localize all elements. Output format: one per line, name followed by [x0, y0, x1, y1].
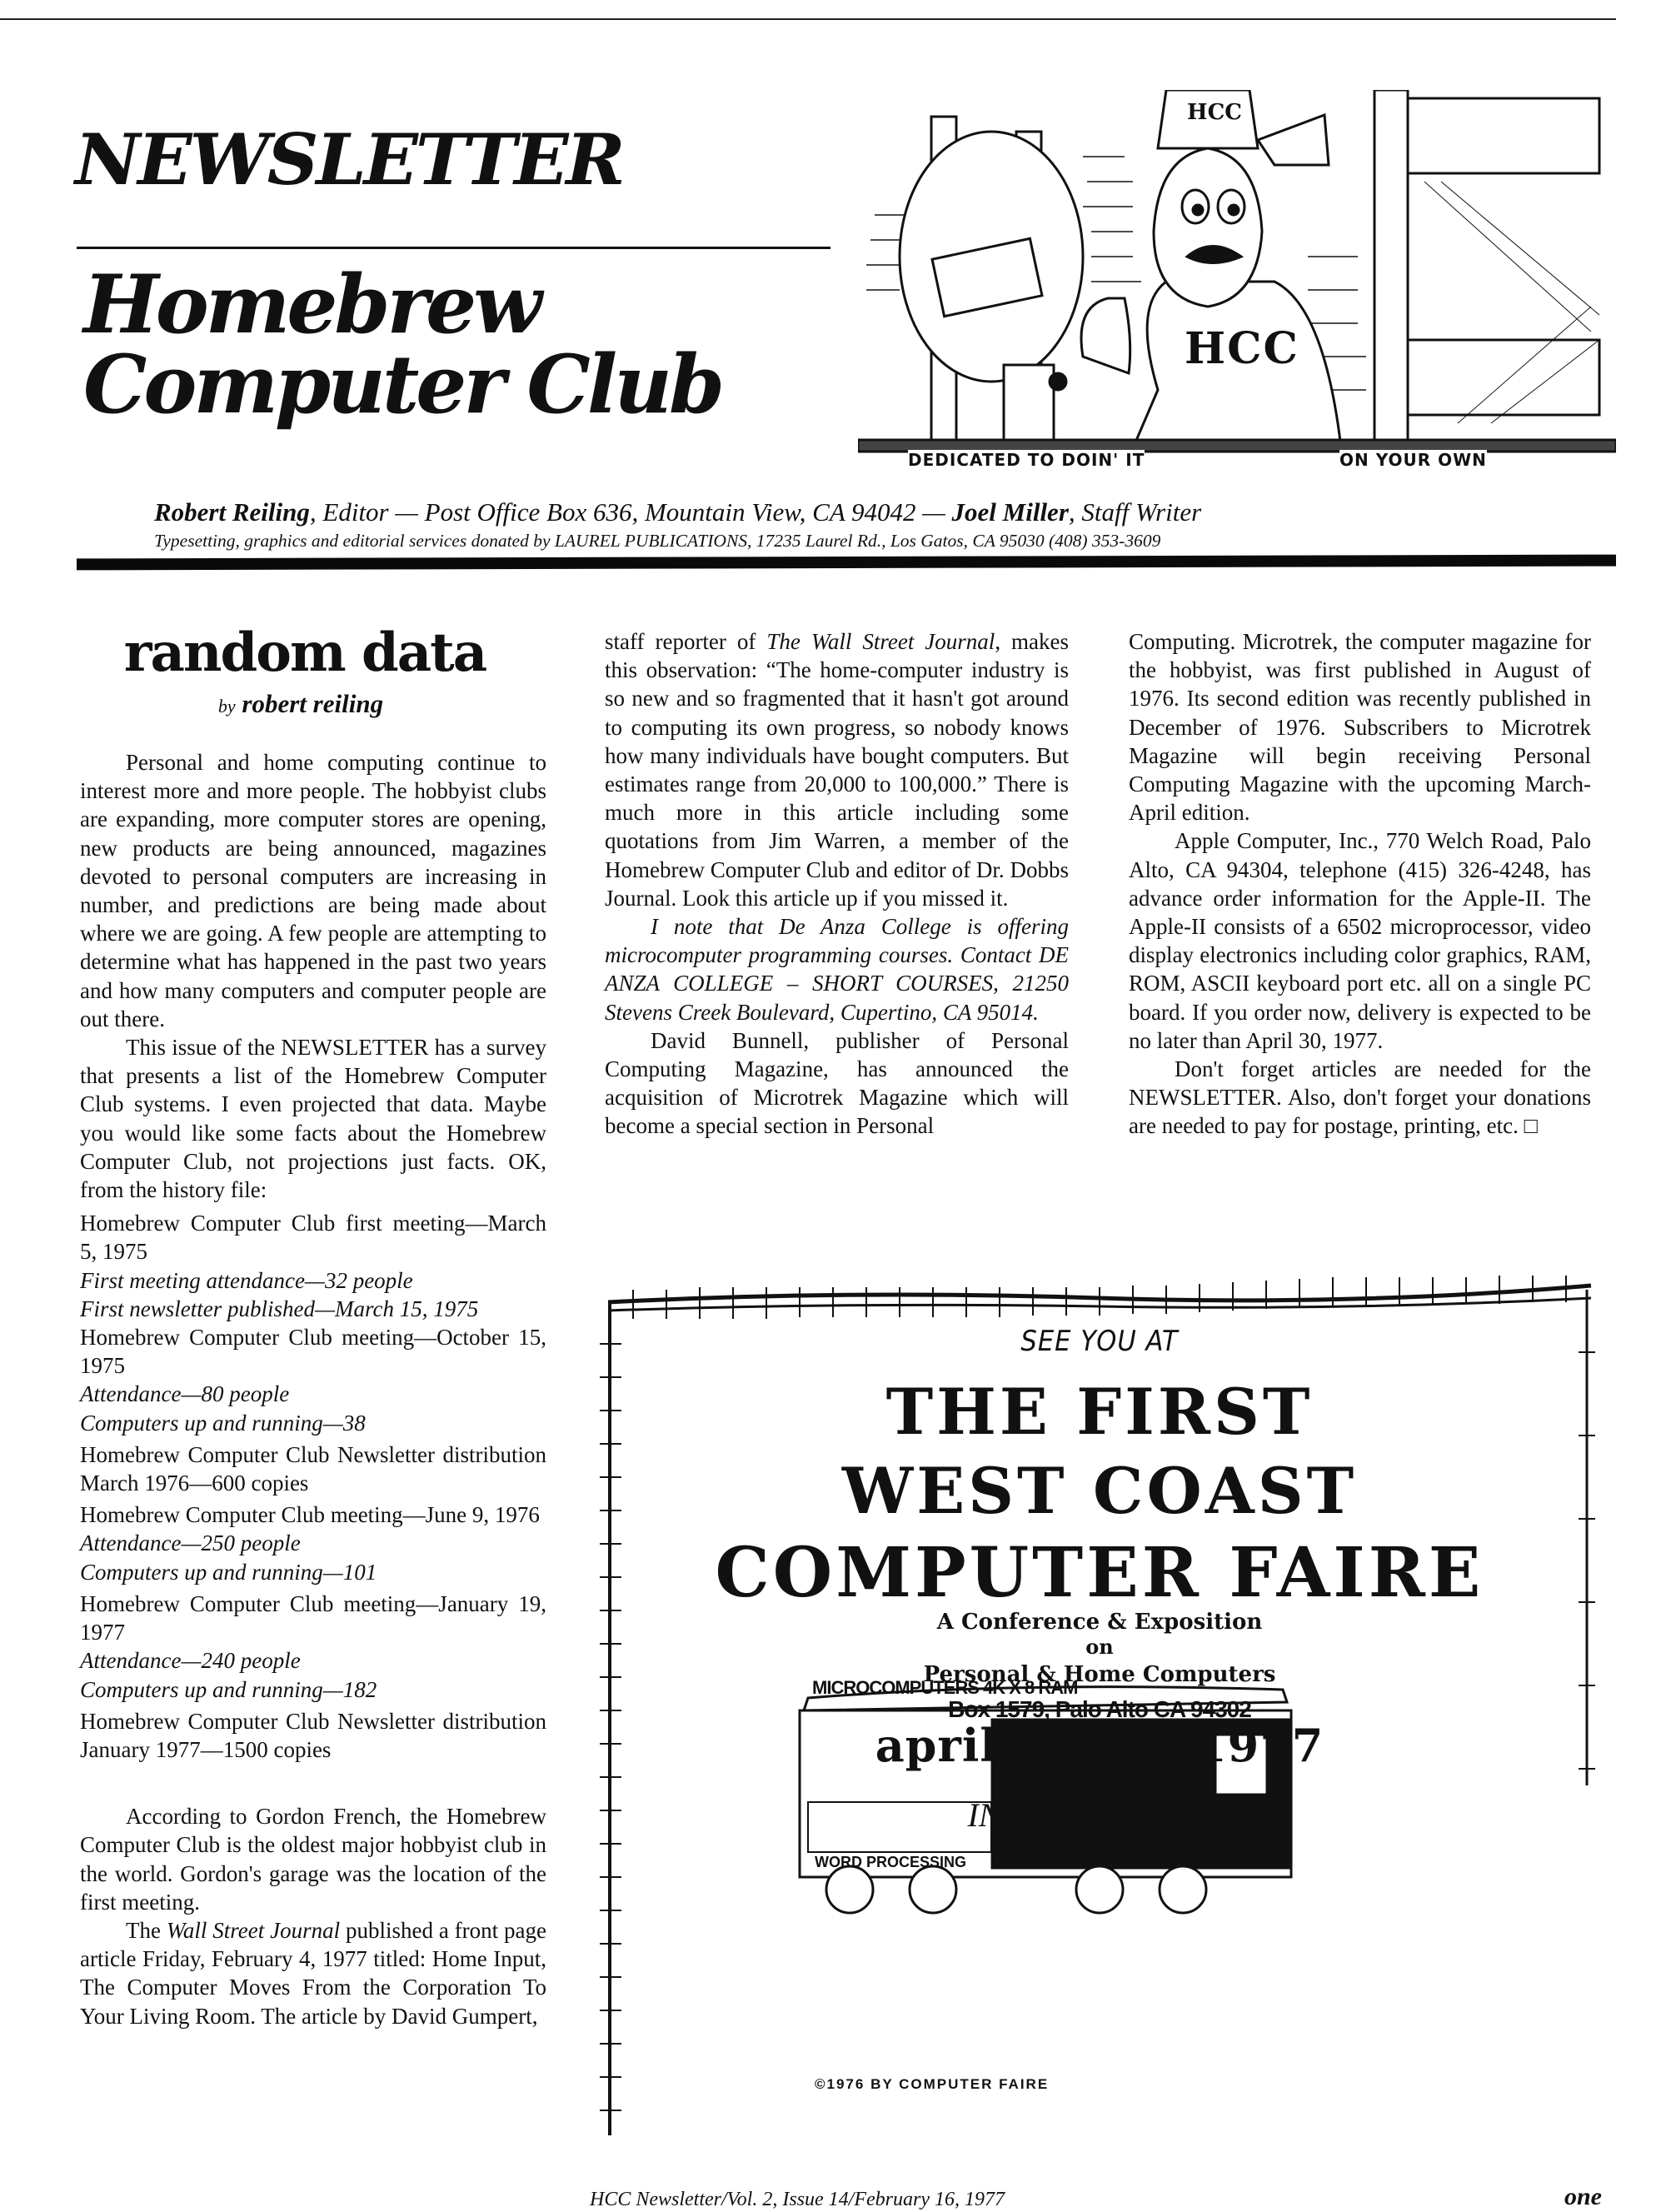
cap-hcc-text: HCC — [1187, 100, 1242, 125]
ad-headline-line2: WEST COAST — [841, 1454, 1358, 1528]
heavy-divider — [77, 555, 1616, 571]
top-rule — [0, 18, 1616, 20]
article-title: random data — [123, 622, 486, 684]
ad-subtitle-1: A Conference & Exposition — [936, 1610, 1263, 1635]
history-item: Homebrew Computer Club meeting—June 9, 1976 — [80, 1502, 540, 1528]
history-item: Homebrew Computer Club Newsletter distribution January 1977—1500 copies — [80, 1708, 546, 1762]
history-item: Homebrew Computer Club meeting—January 19, 1977 — [80, 1590, 546, 1645]
text-run: staff reporter of — [605, 629, 767, 654]
page-number: one — [1564, 2183, 1602, 2210]
article-column-2 — [605, 627, 1069, 1141]
byline-prefix: by — [217, 696, 236, 717]
history-item: Homebrew Computer Club first meeting—March 5, 1975 — [80, 1211, 546, 1265]
ad-headline-line1: THE FIRST — [885, 1375, 1314, 1449]
ad-dates: april 15-17, 1977 — [875, 1719, 1324, 1772]
text-run: published a front page article Friday, February 4, 1977 titled: Home Input, The Computer Moves From the Corporation To Your Living Room. The article by David Gumpert, — [80, 1917, 547, 2029]
paragraph — [605, 627, 1069, 912]
paragraph: Computing. Microtrek, the computer magazine for the hobbyist, was first published in August of 1976. Its second edition was recently published in December of 1976. Subscribers to Microtrek Magazine will begin receiving Personal Computing Magazine with the upcoming March-April edition. — [1129, 629, 1591, 826]
ad-copyright: ©1976 BY COMPUTER FAIRE — [815, 2076, 1050, 2092]
editor-address: , Editor — Post Office Box 636, Mountain View, CA 94042 — — [309, 497, 952, 527]
history-item: Computers up and running—182 — [80, 1676, 377, 1702]
paragraph — [1129, 1055, 1591, 1141]
article-column-3 — [1129, 627, 1591, 1141]
history-item: First newsletter published—March 15, 1975 — [80, 1296, 479, 1321]
article-byline — [55, 686, 546, 725]
sweater-hcc-text: HCC — [1185, 323, 1299, 374]
text-run: Don't forget articles are needed for the NEWSLETTER. Also, don't forget your donations are needed to pay for postage, printing, etc. — [1129, 1056, 1591, 1139]
services-credit: Typesetting, graphics and editorial services donated by LAUREL PUBLICATIONS, 17235 Laurel Rd., Los Gatos, CA 95030 (408) 353-3609 — [154, 531, 1161, 551]
byline-author: robert reiling — [242, 689, 384, 718]
paragraph: Apple Computer, Inc., 770 Welch Road, Palo Alto, CA 94304, telephone (415) 326-4248, has advance order information for the Apple-II. The Apple-II consists of a 6502 microprocessor, video display electronics including color graphics, RAM, ROM, ASCII keyboard port etc. all on a single PC board. If you order now, delivery is expected to be no later than April 30, 1977. — [1129, 828, 1591, 1053]
paragraph: I note that De Anza College is offering microcomputer programming courses. Contact DE ANZA COLLEGE – SHORT COURSES, 21250 Stevens Creek Boulevard, Cupertino, CA 95014. — [605, 914, 1069, 1025]
history-item: Computers up and running—38 — [80, 1410, 366, 1436]
masthead-title: NEWSLETTER — [75, 118, 623, 201]
history-item: Attendance—250 people — [80, 1530, 301, 1556]
history-item: Homebrew Computer Club meeting—October 15, 1975 — [80, 1325, 546, 1379]
text-run: The — [126, 1917, 167, 1943]
hcc-cartoon-illustration — [858, 90, 1616, 473]
paragraph: Personal and home computing continue to interest more and more people. The hobbyist clubs are expanding, more computer stores are opening, new products are being announced, magazines devoted to personal computers are increasing in number, and predictions are being made about where we are going. A few people are attempting to determine what has happened in the past two years and how many computers and computer people are out there. — [80, 750, 546, 1031]
text-run: , makes this observation: “The home-computer industry is so new and so fragmented that it hasn't got around to computing its own progress, so nobody knows how many individuals have bought computers. But estimates range from 20,000 to 100,000.” There is much more in this article including some quotations from Jim Warren, a member of the Homebrew Computer Club and editor of Dr. Dobbs Journal. Look this article up if you missed it. — [605, 629, 1070, 911]
club-name — [83, 257, 722, 432]
writer-name: Joel Miller — [951, 497, 1069, 527]
cartoon-caption-right: ON YOUR OWN — [1339, 450, 1487, 470]
paragraph: According to Gordon French, the Homebrew Computer Club is the oldest major hobbyist club in the world. Gordon's garage was the location of the first meeting. — [80, 1804, 546, 1915]
ad-in-label: IN — [967, 1796, 1001, 1834]
paragraph — [80, 1916, 546, 2030]
editor-name: Robert Reiling — [154, 497, 310, 527]
article-column-1 — [80, 621, 546, 2030]
end-mark-icon: □ — [1524, 1113, 1538, 1139]
publication-name: The Wall Street Journal — [766, 629, 995, 654]
club-name-line2: Computer Club — [83, 337, 722, 432]
ad-address: Box 1579, Palo Alto CA 94302 — [948, 1696, 1251, 1722]
history-item: Attendance—80 people — [80, 1381, 290, 1407]
editor-credits — [154, 497, 1201, 527]
ad-subtitle-3: Personal & Home Computers — [923, 1662, 1276, 1687]
history-item: Computers up and running—101 — [80, 1559, 377, 1585]
cartoon-drawing-icon — [858, 90, 1616, 473]
paragraph: David Bunnell, publisher of Personal Computing Magazine, has announced the acquisition of Microtrek Magazine which will become a special section in Personal — [605, 1027, 1069, 1139]
ad-city: san francisco — [1008, 1799, 1232, 1834]
trolley-side-text: WORD PROCESSING — [815, 1854, 967, 1870]
cartoon-caption-left: DEDICATED TO DOIN' IT — [908, 450, 1145, 470]
writer-role: , Staff Writer — [1068, 497, 1202, 527]
history-item: First meeting attendance—32 people — [80, 1267, 413, 1293]
issue-footer: HCC Newsletter/Vol. 2, Issue 14/February 16, 1977 — [590, 2189, 1005, 2210]
history-list — [80, 1209, 546, 1764]
ad-see-you: SEE YOU AT — [1020, 1325, 1179, 1358]
paragraph: This issue of the NEWSLETTER has a survey that presents a list of the Homebrew Computer Club systems. I even projected that data. Maybe you would like some facts about the Homebrew Computer Club, not projections just facts. OK, from the history file: — [80, 1035, 546, 1203]
ad-location — [600, 1795, 1599, 1835]
history-item: Attendance—240 people — [80, 1648, 301, 1674]
publication-name: Wall Street Journal — [166, 1917, 341, 1943]
club-name-line1: Homebrew — [83, 257, 539, 352]
masthead-divider — [77, 247, 831, 249]
history-item: Homebrew Computer Club Newsletter distribution March 1976—600 copies — [80, 1441, 546, 1496]
ad-subtitle-2: on — [1085, 1635, 1114, 1659]
ad-headline-line3: COMPUTER FAIRE — [715, 1533, 1484, 1613]
trolley-sign: MICROCOMPUTERS 4K X 8 RAM — [812, 1677, 1078, 1698]
